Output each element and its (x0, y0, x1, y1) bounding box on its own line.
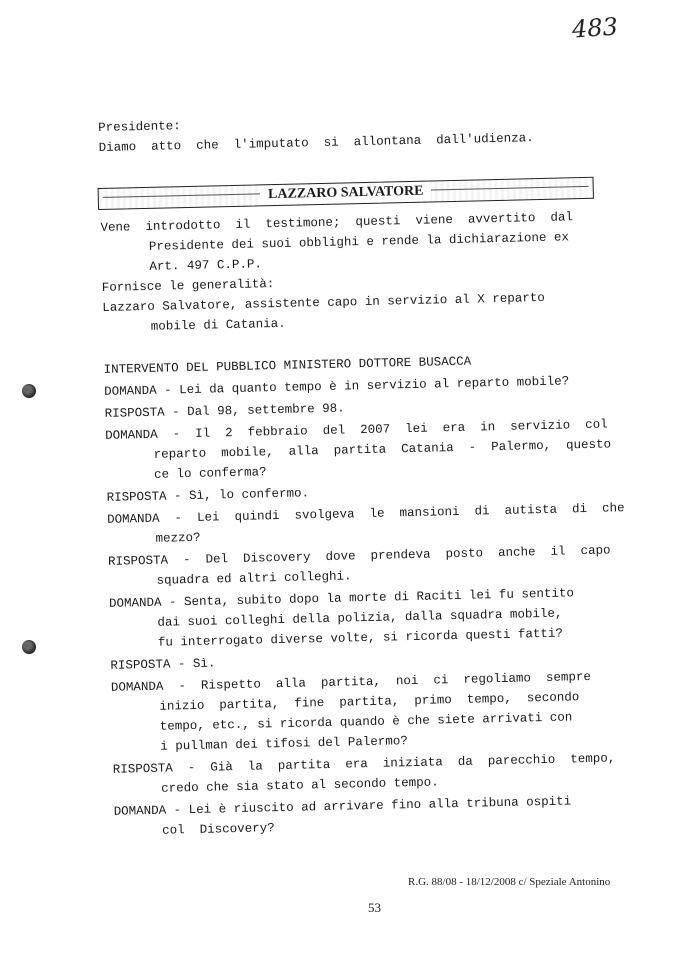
qa-line-continuation: ce lo conferma? (153, 465, 267, 482)
qa-line-first: DOMANDA - Il 2 febbraio del 2007 lei era in servizio col (105, 417, 608, 443)
qa-line-first: RISPOSTA - Sì. (110, 656, 216, 673)
qa-line-first: DOMANDA - Lei è riuscito ad arrivare fino alla tribuna ospiti (113, 794, 572, 819)
witness-banner (98, 177, 594, 210)
handwritten-page-number: 483 (571, 12, 619, 44)
qa-line-first: RISPOSTA - Del Discovery dove prendeva posto anche il capo (107, 543, 611, 569)
qa-line-continuation: credo che sia stato al secondo tempo. (161, 775, 439, 796)
qa-line-first: RISPOSTA - Sì, lo confermo. (106, 486, 310, 505)
qa-line-continuation: fu interrogato diverse volte, si ricorda questi fatti? (157, 626, 564, 650)
intro-line: Lazzaro Salvatore, assistente capo in servizio al X reparto (102, 290, 545, 315)
qa-line-continuation: col Discovery? (162, 821, 275, 838)
qa-line-continuation: inizio partita, fine partita, primo tempo, secondo (159, 690, 580, 714)
qa-line-continuation: i pullman dei tifosi del Palermo? (160, 734, 408, 754)
qa-line-first: DOMANDA - Rispetto alla partita, noi ci regoliamo sempre (110, 669, 592, 695)
footer-page-number: 53 (368, 900, 381, 915)
transcript-body (98, 106, 634, 842)
qa-line-first: DOMANDA - Lei da quanto tempo è in servizio al reparto mobile? (104, 374, 570, 399)
qa-line-first: RISPOSTA - Già la partita era iniziata da parecchio tempo, (112, 751, 616, 777)
speaker-label: Presidente: (98, 119, 181, 135)
witness-intro (100, 206, 623, 338)
qa-entry (111, 666, 633, 758)
witness-name: LAZZARO SALVATORE (260, 182, 432, 204)
qa-line-continuation: tempo, etc., si ricorda quando è che siete arrivati con (159, 710, 573, 734)
president-statement: Diamo atto che l'imputato si allontana dall'udienza. (98, 131, 534, 155)
intro-line: mobile di Catania. (150, 316, 286, 334)
punch-hole-top (22, 384, 36, 398)
qa-line-continuation: mezzo? (155, 530, 201, 546)
punch-hole-bottom (22, 640, 36, 654)
qa-line-first: DOMANDA - Lei quindi svolgeva le mansioni di autista di che (106, 501, 625, 527)
qa-line-continuation: dai suoi colleghi della polizia, dalla squadra mobile, (157, 606, 563, 630)
intro-line: Art. 497 C.P.P. (149, 257, 263, 274)
qa-line-continuation: reparto mobile, alla partita Catania - Palermo, questo (153, 437, 612, 462)
qa-line-first: RISPOSTA - Dal 98, settembre 98. (104, 401, 345, 421)
qa-line-first: DOMANDA - Senta, subito dopo la morte di Raciti lei fu sentito (108, 586, 575, 611)
intro-line: Fornisce le generalità: (101, 277, 275, 295)
section-heading: INTERVENTO DEL PUBBLICO MINISTERO DOTTORE BUSACCA (103, 354, 472, 377)
qa-entry (109, 582, 630, 654)
qa-line-continuation: squadra ed altri colleghi. (156, 569, 352, 588)
intro-line: Vene introdotto il testimone; questi viene avvertito dal (100, 210, 574, 235)
qa-list (104, 370, 634, 842)
qa-entry (105, 414, 626, 486)
intro-line: Presidente dei suoi obblighi e rende la dichiarazione ex (148, 230, 570, 254)
footer-reference: R.G. 88/08 - 18/12/2008 c/ Speziale Antonino (408, 876, 611, 888)
